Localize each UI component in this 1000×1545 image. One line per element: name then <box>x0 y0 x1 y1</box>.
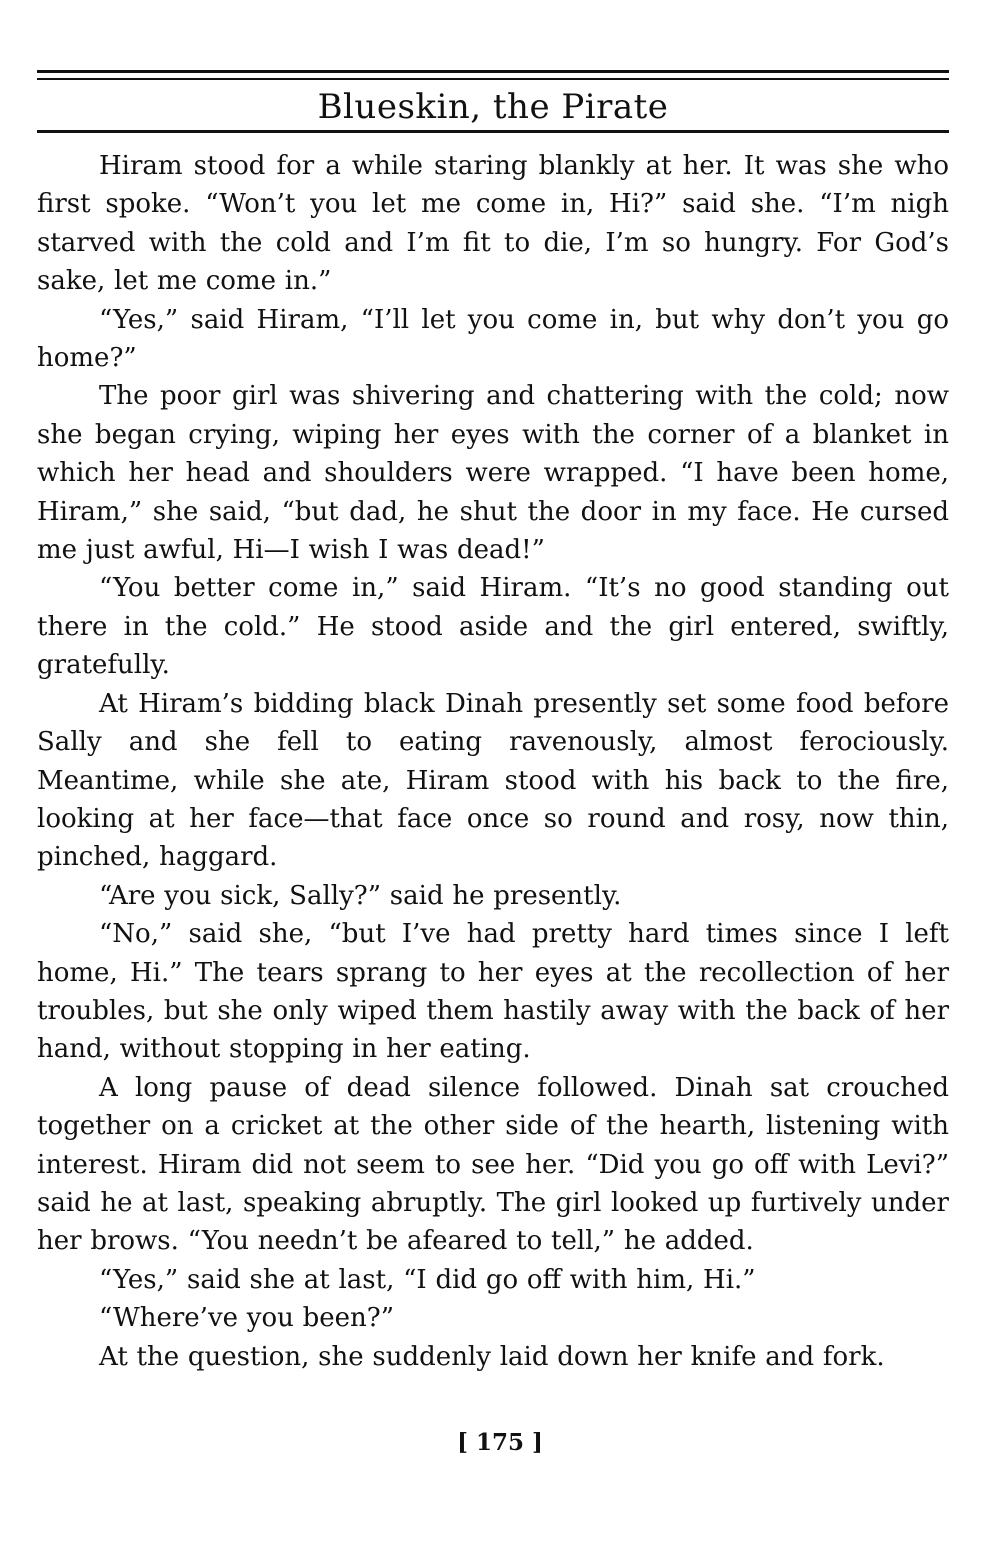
paragraph: At Hiram’s bidding black Dinah presently set some food before Sally and she fell to eating ravenously, almost ferociously. Meantime, while she ate, Hiram stood with his back to the fire, looking at her face—that face once so round and rosy, now thin, pinched, haggard. <box>37 688 949 873</box>
book-page <box>37 70 949 1376</box>
paragraph: “Where’ve you been?” <box>99 1303 395 1334</box>
paragraph: At the question, she suddenly laid down her knife and fork. <box>99 1341 885 1372</box>
running-head-title: Blueskin, the Pirate <box>317 87 669 127</box>
body-text <box>37 147 949 1376</box>
header-double-rule <box>37 70 949 80</box>
paragraph: “Are you sick, Sally?” said he presently. <box>99 880 622 911</box>
paragraph: Hiram stood for a while staring blankly at her. It was she who first spoke. “Won’t you let me come in, Hi?” said she. “I’m nigh starved with the cold and I’m fit to die, I’m so hungry. For God’s sake, let me come in.” <box>37 151 949 297</box>
paragraph: “Yes,” said she at last, “I did go off with him, Hi.” <box>99 1264 756 1295</box>
header-rule <box>37 130 949 133</box>
paragraph: “You better come in,” said Hiram. “It’s no good standing out there in the cold.” He stood aside and the girl entered, swiftly, gratefully. <box>37 573 949 681</box>
paragraph: The poor girl was shivering and chattering with the cold; now she began crying, wiping her eyes with the corner of a blanket in which her head and shoulders were wrapped. “I have been home, Hiram,” she said, “but dad, he shut the door in my face. He cursed me just awful, Hi—I wish I was dead!” <box>37 381 949 566</box>
page-number: [ 175 ] <box>457 1429 543 1456</box>
paragraph: A long pause of dead silence followed. Dinah sat crouched together on a cricket at the other side of the hearth, listening with interest. Hiram did not seem to see her. “Did you go off with Levi?” said he at last, speaking abruptly. The girl looked up furtively under her brows. “You needn’t be afeared to tell,” he added. <box>37 1072 949 1257</box>
paragraph: “Yes,” said Hiram, “I’ll let you come in, but why don’t you go home?” <box>37 304 949 374</box>
paragraph: “No,” said she, “but I’ve had pretty hard times since I left home, Hi.” The tears sprang to her eyes at the recollection of her troubles, but she only wiped them hastily away with the back of her hand, without stopping in her eating. <box>37 919 949 1065</box>
